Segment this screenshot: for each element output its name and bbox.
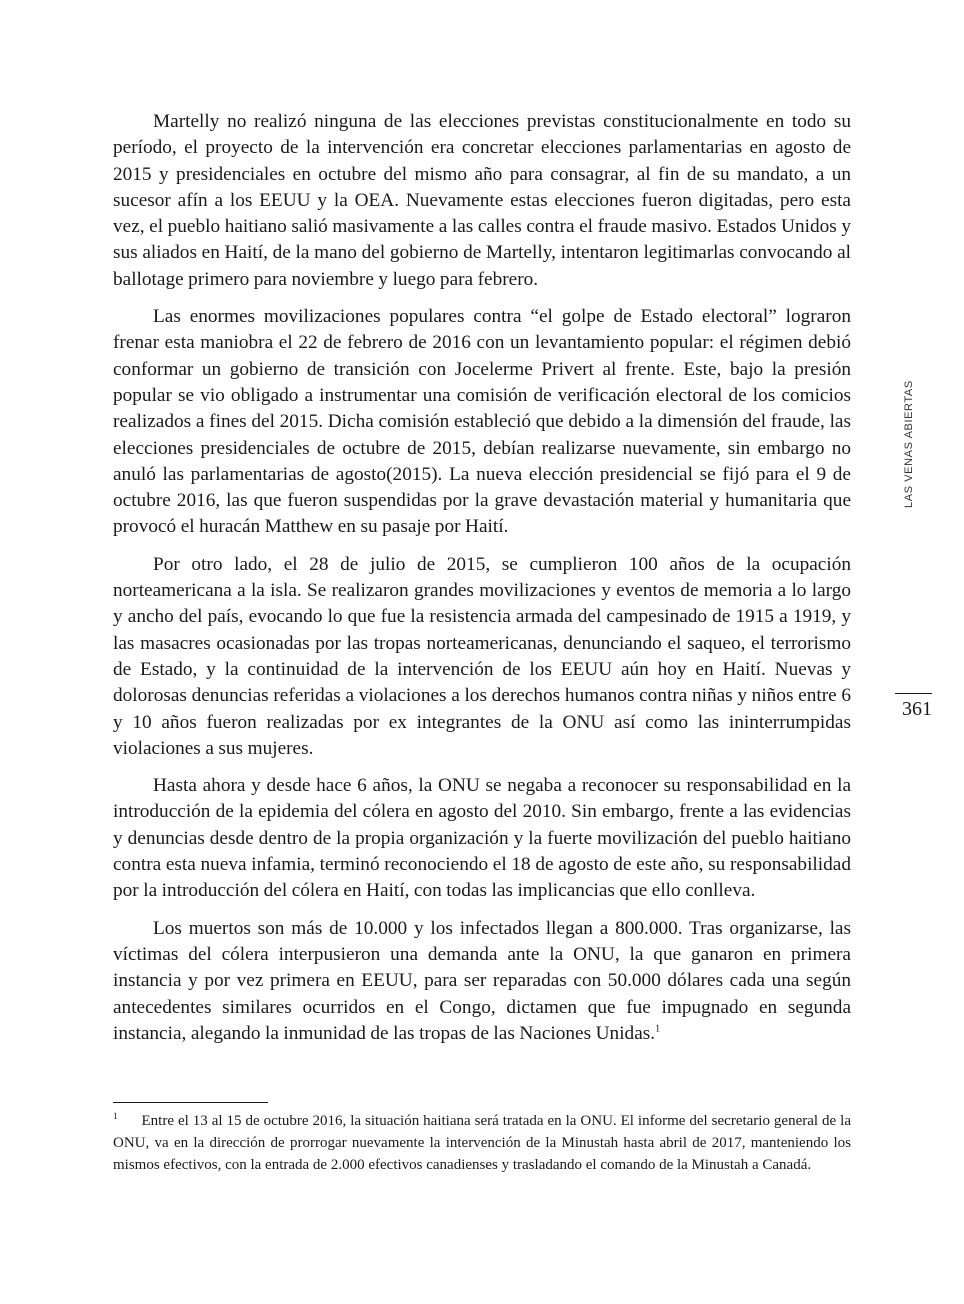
footnote-marker: 1 xyxy=(113,1111,118,1121)
running-head: LAS VENAS ABIERTAS xyxy=(903,380,915,508)
paragraph-5 xyxy=(113,916,851,1047)
paragraph-5-text: Los muertos son más de 10.000 y los infectados llegan a 800.000. Tras organizarse, las víctimas del cólera interpusieron una demanda ante la ONU, la que ganaron en primera instancia y por vez primera en EEUU, para ser reparadas con 50.000 dólares cada una según antecedentes similares ocurridos en el Congo, dictamen que fue impugnado en segunda instancia, alegando la inmunidad de las tropas de las Naciones Unidas. xyxy=(113,917,851,1044)
paragraph-2: Las enormes movilizaciones populares contra “el golpe de Estado electoral” lograron frenar esta maniobra el 22 de febrero de 2016 con un levantamiento popular: el régimen debió conformar un gobierno de transición con Jocelerme Privert al frente. Este, bajo la presión popular se vio obligado a instrumentar una comisión de verificación electoral de los comicios realizados a fines del 2015. Dicha comisión estableció que debido a la dimensión del fraude, las elecciones presidenciales de octubre de 2015, debían realizarse nuevamente, sin embargo no anuló las parlamentarias de agosto(2015). La nueva elección presidencial se fijó para el 9 de octubre 2016, las que fueron suspendidas por la grave devastación material y humanitaria que provocó el huracán Matthew en su pasaje por Haití. xyxy=(113,306,851,538)
paragraph-1: Martelly no realizó ninguna de las elecciones previstas constitucionalmente en todo su período, el proyecto de la intervención era concretar elecciones parlamentarias en agosto de 2015 y presidenciales en octubre del mismo año para consagrar, al fin de su mandato, a un sucesor afín a los EEUU y la OEA. Nuevamente estas elecciones fueron digitadas, pero esta vez, el pueblo haitiano salió masivamente a las calles contra el fraude masivo. Estados Unidos y sus aliados en Haití, de la mano del gobierno de Martelly, intentaron legitimarlas convocando al ballotage primero para noviembre y luego para febrero. xyxy=(113,111,851,290)
footnote-divider xyxy=(113,1102,268,1103)
paragraph-4: Hasta ahora y desde hace 6 años, la ONU se negaba a reconocer su responsabilidad en la introducción de la epidemia del cólera en agosto del 2010. Sin embargo, frente a las evidencias y denuncias desde dentro de la propia organización y la fuerte movilización del pueblo haitiano contra esta nueva infamia, terminó reconociendo el 18 de agosto de este año, su responsabilidad por la introducción del cólera en Haití, con todas las implicancias que ello conlleva. xyxy=(113,775,851,902)
footnote xyxy=(113,1110,851,1176)
footnote-text: Entre el 13 al 15 de octubre 2016, la situación haitiana será tratada en la ONU. El informe del secretario general de la ONU, va en la dirección de prorrogar nuevamente la intervención de la Minustah hasta abril de 2017, manteniendo los mismos efectivos, con la entrada de 2.000 efectivos canadienses y trasladando el comando de la Minustah a Canadá. xyxy=(113,1113,851,1173)
footnote-reference[interactable]: 1 xyxy=(655,1023,661,1035)
paragraph-3: Por otro lado, el 28 de julio de 2015, se cumplieron 100 años de la ocupación norteamericana a la isla. Se realizaron grandes movilizaciones y eventos de memoria a lo largo y ancho del país, evocando lo que fue la resistencia armada del campesinado de 1915 a 1919, y las masacres ocasionadas por las tropas norteamericanas, denunciando el saqueo, el terrorismo de Estado, y la continuidad de la intervención de los EEUU aún hoy en Haití. Nuevas y dolorosas denuncias referidas a violaciones a los derechos humanos contra niñas y niños entre 6 y 10 años fueron realizadas por ex integrantes de la ONU así como las ininterrumpidas violaciones a sus mujeres. xyxy=(113,553,851,759)
page-number: 361 xyxy=(902,698,932,720)
main-text xyxy=(113,109,851,1058)
page-number-rule xyxy=(895,693,932,694)
